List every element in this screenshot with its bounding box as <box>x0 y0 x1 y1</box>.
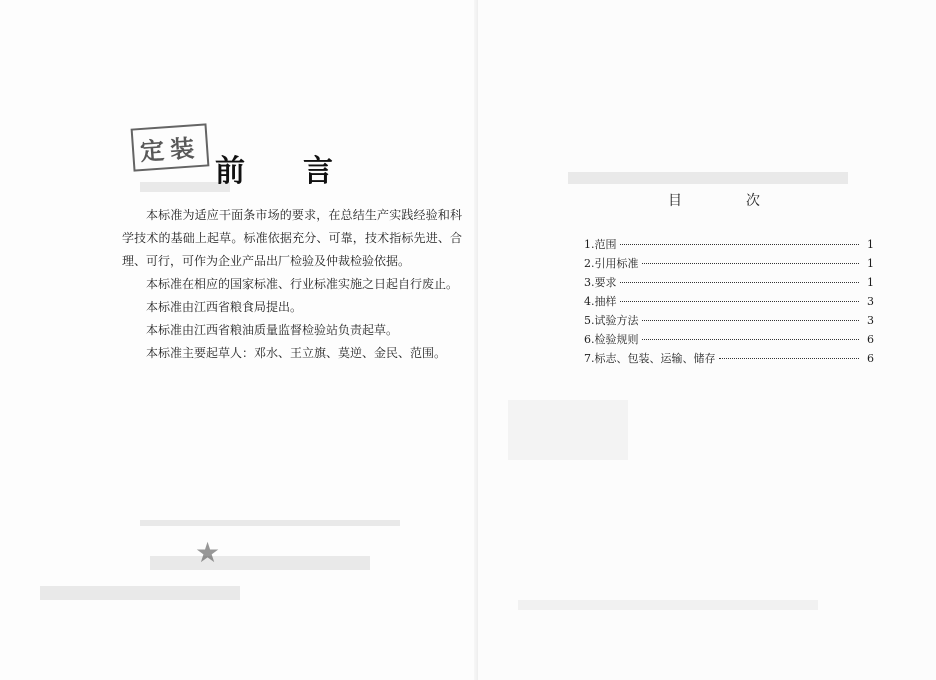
toc-leader-dots <box>642 339 860 340</box>
bleed-through-mark <box>40 586 240 600</box>
toc-entry[interactable] <box>584 274 874 293</box>
preface-paragraph: 本标准由江西省粮油质量监督检验站负责起草。 <box>146 323 399 337</box>
toc-entry-page: 3 <box>867 314 874 327</box>
toc-entry-label: 2.引用标准 <box>584 257 639 270</box>
toc-entry[interactable] <box>584 293 874 312</box>
bleed-through-mark <box>518 600 818 610</box>
toc-leader-dots <box>719 358 860 359</box>
preface-body <box>122 204 462 365</box>
preface-paragraph: 本标准主要起草人：邓水、王立旗、莫逆、金民、范围。 <box>146 346 447 360</box>
toc-entry-label: 6.检验规则 <box>584 333 639 346</box>
toc-entry[interactable] <box>584 236 874 255</box>
toc-leader-dots <box>642 320 860 321</box>
toc-entry[interactable] <box>584 255 874 274</box>
toc-title: 目次 <box>668 193 824 209</box>
preface-paragraph: 本标准在相应的国家标准、行业标准实施之日起自行废止。 <box>146 277 459 291</box>
toc-leader-dots <box>642 263 860 264</box>
bleed-through-mark <box>568 172 848 184</box>
toc-leader-dots <box>620 301 860 302</box>
bleed-through-mark <box>150 556 370 570</box>
toc-entry-page: 1 <box>867 238 874 251</box>
toc-entry[interactable] <box>584 331 874 350</box>
toc-entry-page: 1 <box>867 276 874 289</box>
toc-entry-label: 4.抽样 <box>584 295 617 308</box>
preface-title: 前言 <box>215 154 391 189</box>
toc-entry-label: 5.试验方法 <box>584 314 639 327</box>
toc-entry-page: 6 <box>867 352 874 365</box>
toc-entry-label: 3.要求 <box>584 276 617 289</box>
toc-entry-label: 1.范围 <box>584 238 617 251</box>
preface-paragraph: 本标准为适应干面条市场的要求，在总结生产实践经验和科学技术的基础上起草。标准依据充分、可靠，技术指标先进、合理、可行，可作为企业产品出厂检验及仲裁检验依据。 <box>122 208 462 268</box>
toc-entry-page: 1 <box>867 257 874 270</box>
toc-leader-dots <box>620 282 860 283</box>
toc-entry-page: 6 <box>867 333 874 346</box>
preface-paragraph: 本标准由江西省粮食局提出。 <box>146 300 303 314</box>
table-of-contents <box>584 236 874 369</box>
seal-star-mark: ★ <box>195 536 221 569</box>
toc-entry[interactable] <box>584 312 874 331</box>
toc-entry-label: 7.标志、包装、运输、储存 <box>584 352 716 365</box>
toc-leader-dots <box>620 244 860 245</box>
approval-stamp: 定装 <box>131 123 210 171</box>
toc-entry-page: 3 <box>867 295 874 308</box>
bleed-through-mark <box>140 520 400 526</box>
toc-entry[interactable] <box>584 350 874 369</box>
bleed-through-mark <box>508 400 628 460</box>
